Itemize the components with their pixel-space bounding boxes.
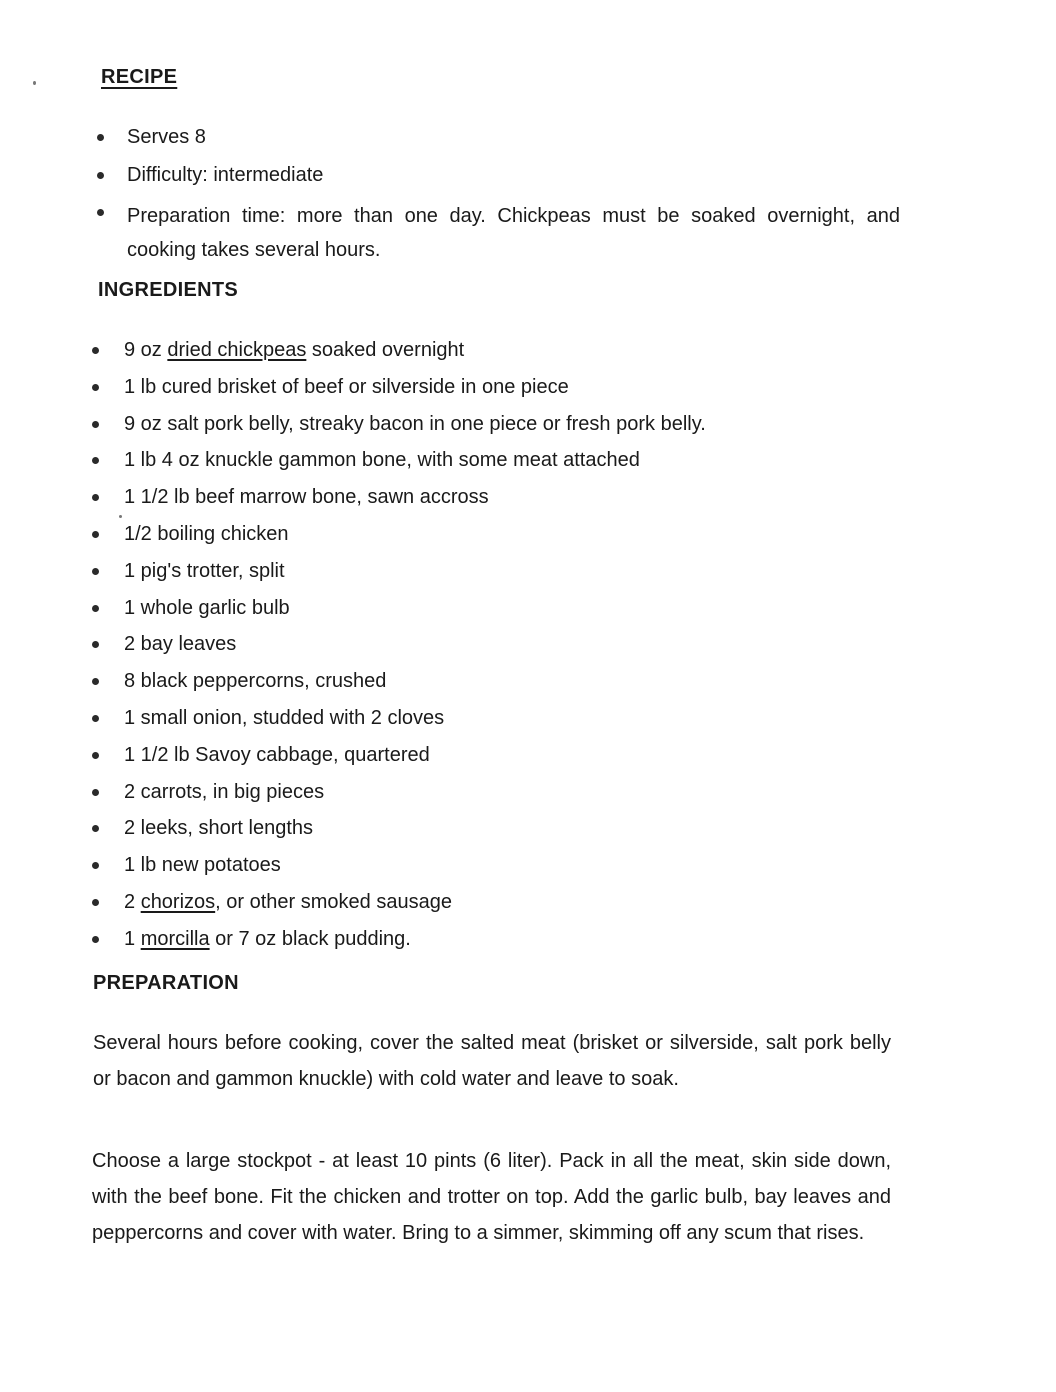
ingredient-text: 2 <box>124 890 141 913</box>
ingredient-text: 2 bay leaves <box>124 633 237 656</box>
ingredient-item <box>92 742 852 779</box>
ingredient-text: soaked overnight <box>306 339 465 361</box>
ingredient-text: 8 black peppercorns, crushed <box>124 670 387 693</box>
bullet-icon <box>92 752 99 759</box>
bullet-icon <box>92 641 99 648</box>
bullet-icon <box>92 347 99 354</box>
ingredient-item <box>92 668 852 705</box>
preparation-heading: PREPARATION <box>93 972 239 994</box>
ingredient-text: 1 <box>124 927 141 950</box>
bullet-icon <box>97 172 104 179</box>
ingredient-link[interactable]: chorizos <box>140 890 216 913</box>
recipe-details-list <box>97 124 900 267</box>
ingredient-text: 2 carrots, in big pieces <box>124 780 325 803</box>
ingredient-text: 1 small onion, studded with 2 cloves <box>124 706 445 729</box>
preparation-paragraph: Choose a large stockpot - at least 10 pints (6 liter). Pack in all the meat, skin side down, with the beef bone. Fit the chicken and trotter on top. Add the garlic bulb, bay leaves and peppercorns and cover with water. Bring to a simmer, skimming off any scum that rises. <box>92 1150 891 1244</box>
ingredient-item <box>92 558 852 595</box>
ingredient-item <box>92 779 852 816</box>
bullet-icon <box>92 715 99 722</box>
ingredients-list <box>92 337 852 963</box>
list-item <box>97 199 900 267</box>
ingredient-item <box>92 852 852 889</box>
list-item <box>97 124 900 150</box>
bullet-icon <box>92 568 99 575</box>
list-item <box>97 162 900 188</box>
recipe-detail-text: Preparation time: more than one day. Chickpeas must be soaked overnight, and cooking takes several hours. <box>127 205 900 261</box>
ingredient-text: 1 whole garlic bulb <box>124 596 290 619</box>
ingredient-text: or 7 oz black pudding. <box>209 927 411 950</box>
ingredient-text: 1 lb cured brisket of beef or silverside in one piece <box>124 375 569 398</box>
ingredient-item <box>92 705 852 742</box>
ingredient-text: 1 1/2 lb Savoy cabbage, quartered <box>124 743 430 766</box>
bullet-icon <box>92 936 99 943</box>
recipe-heading: RECIPE <box>101 66 178 88</box>
ingredient-item <box>92 889 852 926</box>
ingredient-text: 1 pig's trotter, split <box>124 559 285 582</box>
bullet-icon <box>92 862 99 869</box>
ingredient-item <box>92 631 852 668</box>
ingredient-link[interactable]: dried chickpeas <box>167 339 307 361</box>
bullet-icon <box>92 678 99 685</box>
ingredient-item <box>92 521 852 558</box>
ingredient-text: 1 lb 4 oz knuckle gammon bone, with some meat attached <box>124 449 640 472</box>
bullet-icon <box>92 457 99 464</box>
bullet-icon <box>92 605 99 612</box>
bullet-icon <box>97 209 104 216</box>
ingredient-text: 9 oz salt pork belly, streaky bacon in one piece or fresh pork belly. <box>124 412 706 435</box>
ingredient-item <box>92 374 852 411</box>
recipe-detail-text: Difficulty: intermediate <box>127 164 324 186</box>
bullet-icon <box>92 899 99 906</box>
ingredient-link[interactable]: morcilla <box>140 927 210 950</box>
bullet-icon <box>92 494 99 501</box>
scan-speck <box>33 81 36 85</box>
ingredient-item <box>92 447 852 484</box>
ingredient-item <box>92 337 852 374</box>
ingredient-text: 9 oz <box>124 339 168 361</box>
ingredient-item <box>92 411 852 448</box>
bullet-icon <box>92 384 99 391</box>
ingredient-text: 1 lb new potatoes <box>124 854 281 877</box>
bullet-icon <box>92 531 99 538</box>
ingredient-text: 2 leeks, short lengths <box>124 817 313 840</box>
recipe-detail-text: Serves 8 <box>127 126 206 148</box>
ingredient-item <box>92 484 852 521</box>
bullet-icon <box>97 134 104 141</box>
bullet-icon <box>92 825 99 832</box>
bullet-icon <box>92 421 99 428</box>
ingredient-item <box>92 815 852 852</box>
ingredients-heading: INGREDIENTS <box>98 279 238 301</box>
ingredient-item <box>92 595 852 632</box>
ingredient-text: 1 1/2 lb beef marrow bone, sawn accross <box>124 486 489 509</box>
ingredient-text: , or other smoked sausage <box>215 890 452 913</box>
ingredient-item <box>92 926 852 963</box>
bullet-icon <box>92 789 99 796</box>
preparation-paragraph: Several hours before cooking, cover the salted meat (brisket or silverside, salt pork belly or bacon and gammon knuckle) with cold water and leave to soak. <box>93 1032 891 1090</box>
ingredient-text: 1/2 boiling chicken <box>124 522 289 545</box>
